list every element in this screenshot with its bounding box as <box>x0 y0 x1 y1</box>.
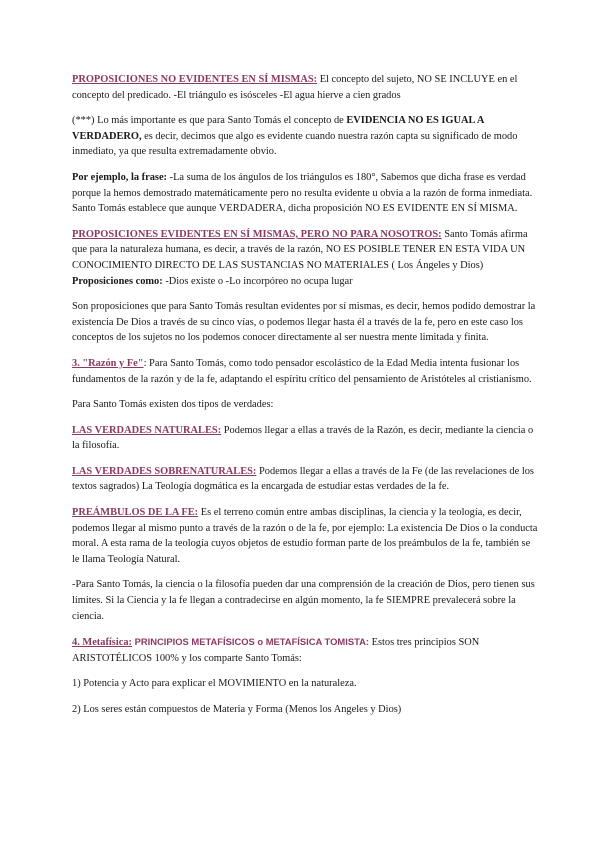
heading-preambulos: PREÁMBULOS DE LA FE: <box>72 507 199 519</box>
paragraph-evidencia <box>72 113 540 160</box>
paragraph-text: es decir, decimos que algo es evidente cuando nuestra razón capta su significado de modo inmediato, ya que resulta extremadamente obvio. <box>72 130 518 158</box>
list-item-materia-forma <box>72 702 540 718</box>
paragraph-cinco-vias <box>72 299 540 346</box>
list-item-potencia-acto <box>72 676 540 692</box>
paragraph-text: El concepto del sujeto, NO SE INCLUYE en el concepto del predicado. -El triángulo es isósceles -El agua hierve a cien grados <box>72 74 518 101</box>
paragraph-tipos-verdades <box>72 397 540 413</box>
paragraph-no-evidentes <box>72 72 540 103</box>
paragraph-text: Podemos llegar a ellas a través de la Razón, es decir, mediante la ciencia o la filosofía. <box>72 424 534 452</box>
paragraph-tail: -Dios existe o -Lo incorpóreo no ocupa lugar <box>162 275 353 287</box>
paragraph-text: Santo Tomás afirma que para la naturaleza humana, es decir, a través de la razón, NO ES POSIBLE TENER EN ESTA VIDA UN CONOCIMIENTO DIRECTO DE LAS SUSTANCIAS NO MATERIALES ( Los Ángeles y Dios) <box>72 228 528 271</box>
paragraph-text: Son proposiciones que para Santo Tomás resultan evidentes por sí mismas, es decir, hemos podido demostrar la existencia De Dios a través de su cinco vías, o podemos llegar hasta él a través de la fe, pero en este caso los conceptos de los sujetos no los podemos conocer directamente al ser nuestra mente limitada y finita. <box>72 301 536 344</box>
heading-verdades-sobrenaturales: LAS VERDADES SOBRENATURALES: <box>72 465 257 477</box>
bold-ejemplo: Por ejemplo, la frase: <box>72 171 168 183</box>
heading-no-evidentes: PROPOSICIONES NO EVIDENTES EN SÍ MISMAS: <box>72 74 318 85</box>
bold-proposiciones: Proposiciones como: <box>72 275 163 287</box>
paragraph-text: Estos tres principios SON ARISTOTÉLICOS 100% y los comparte Santo Tomás: <box>72 637 480 664</box>
paragraph-verdades-naturales <box>72 423 540 454</box>
bold-evidencia: EVIDENCIA NO ES IGUAL A VERDADERO, <box>72 115 484 142</box>
heading-razon-fe: 3. "Razón y Fe" <box>72 357 144 369</box>
heading-evidentes-no-nosotros: PROPOSICIONES EVIDENTES EN SÍ MISMAS, PERO NO PARA NOSOTROS: <box>72 228 442 240</box>
paragraph-text: Podemos llegar a ellas a través de la Fe (de las revelaciones de los textos sagrados) La Teología dogmática es la encargada de estudiar estas verdades de la fe. <box>72 465 534 493</box>
paragraph-text: : Para Santo Tomás, como todo pensador escolástico de la Edad Media intenta fusionar los fundamentos de la razón y de la fe, adaptando el espíritu crítico del pensamiento de Aristóteles al cristianismo. <box>72 357 532 385</box>
paragraph-text: 2) Los seres están compuestos de Materia y Forma (Menos los Angeles y Dios) <box>72 704 402 715</box>
paragraph-text: Para Santo Tomás existen dos tipos de verdades: <box>72 399 274 411</box>
paragraph-razon-fe <box>72 356 540 387</box>
paragraph-verdades-sobrenaturales <box>72 464 540 495</box>
heading-verdades-naturales: LAS VERDADES NATURALES: <box>72 424 222 436</box>
paragraph-evidentes-no-nosotros <box>72 227 540 289</box>
paragraph-metafisica <box>72 634 540 666</box>
paragraph-text: 1) Potencia y Acto para explicar el MOVIMIENTO en la naturaleza. <box>72 678 357 690</box>
paragraph-text: -Para Santo Tomás, la ciencia o la filosofía pueden dar una comprensión de la creación de Dios, pero tienen sus límites. Si la Ciencia y la fe llegan a contradecirse en algún momento, la fe SIEMPRE prevalecerá sobre la ciencia. <box>72 579 535 622</box>
paragraph-ejemplo <box>72 170 540 217</box>
paragraph-text: Es el terreno común entre ambas disciplinas, la ciencia y la teología, es decir, podemos llegar al mismo punto a través de la razón o de la fe, por ejemplo: La existencia De Dios o la conducta moral. A esta rama de la teología cuyos objetos de estudio forman parte de los preámbulos de la fe, también se le llama Teología Natural. <box>72 507 538 565</box>
paragraph-preambulos <box>72 505 540 567</box>
paragraph-prefix: (***) Lo más importante es que para Santo Tomás el concepto de <box>72 115 347 127</box>
subheading-principios: PRINCIPIOS METAFÍSICOS o METAFÍSICA TOMISTA: <box>132 636 369 648</box>
paragraph-text: -La suma de los ángulos de los triángulos es 180°, Sabemos que dicha frase es verdad porque la hemos demostrado matemáticamente pero no resulta evidente u obvia a la razón de forma inmediata. Santo Tomás establece que aunque VERDADERA, dicha proposición NO ES EVIDENTE EN SÍ MISMA. <box>72 171 533 215</box>
paragraph-limites-ciencia <box>72 577 540 624</box>
heading-metafisica: 4. Metafísica: <box>72 637 133 649</box>
